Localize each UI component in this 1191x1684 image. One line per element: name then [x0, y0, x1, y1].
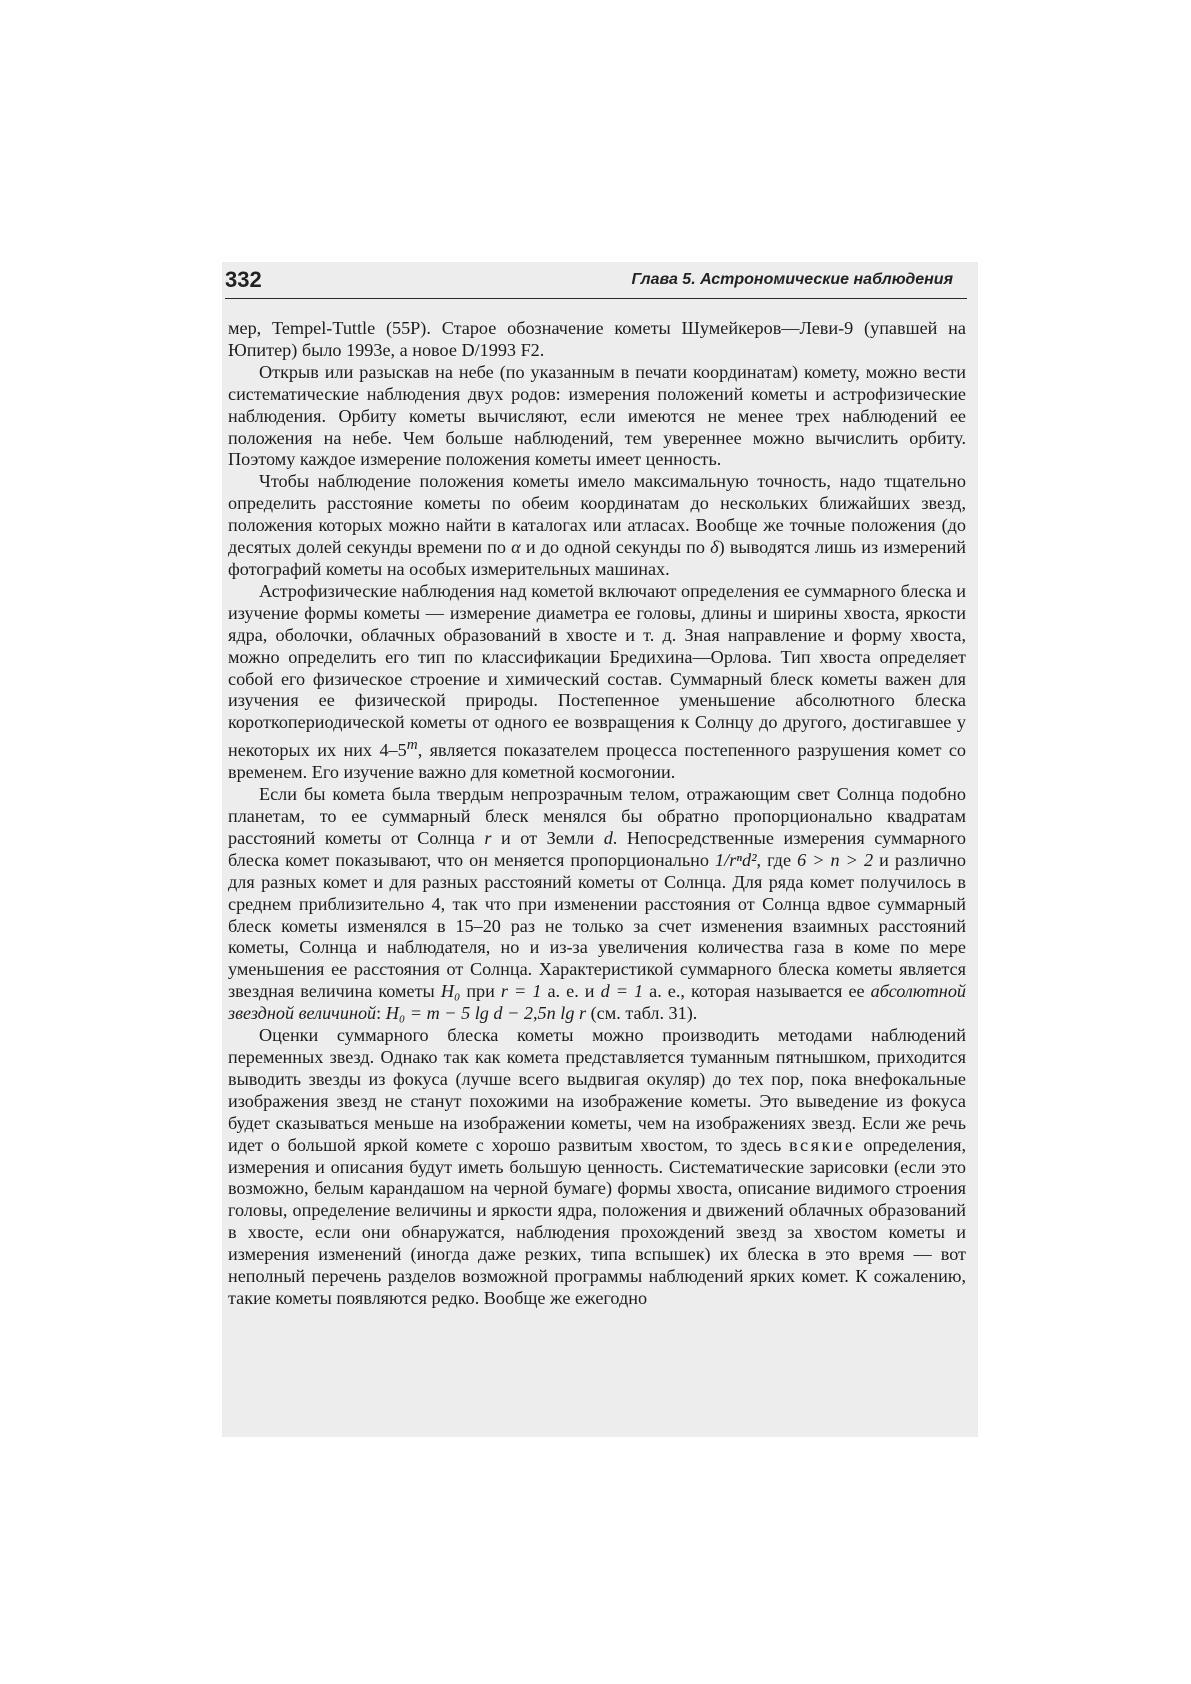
paragraph-6	[228, 1025, 966, 1310]
paragraph-4	[228, 581, 966, 784]
text-run: и от Земли	[491, 827, 604, 848]
paragraph-5	[228, 784, 966, 1025]
text-run: Если бы комета была твердым непрозрачным телом, отражающим свет Солнца подобно планетам, то ее суммарный блеск менялся бы обратно пропорционально квадратам расстояний кометы от Солнца	[228, 784, 966, 848]
superscript-m: m	[406, 736, 418, 754]
text-run: (см. табл. 31).	[586, 1003, 698, 1024]
page-number: 332	[225, 267, 262, 292]
text-run: и до одной секунды по	[520, 537, 711, 558]
text-run: ) выводятся лишь из измерений фотографий кометы на особых измерительных машинах.	[228, 537, 966, 579]
paragraph-3	[228, 471, 966, 581]
text-run: . Непосредственные измерения суммарного блеска комет показывают, что он меняется пропорционально	[228, 827, 966, 870]
text-run: Астрофизические наблюдения над кометой включают определения ее суммарного блеска и изучение формы кометы — измерение диаметра ее головы, длины и ширины хвоста, яркости ядра, оболочки, облачных образований в хвосте и т. д. Зная направление и форму хвоста, можно определить его тип по классификации Бредихина—Орлова. Тип хвоста определяет собой его физическое строение и химический состав. Суммарный блеск кометы важен для изучения ее физической природы. Постепенное уменьшение абсолютного блеска короткопериодической кометы от одного ее возвращения к Солнцу до другого, достигавшее у некоторых их них 4–5	[228, 580, 966, 761]
text-run: Чтобы наблюдение положения кометы имело максимальную точность, надо тщательно определить расстояние кометы по обеим координатам до нескольких ближайших звезд, положения которых можно найти в каталогах или атласах. Вообще же точные положения (до десятых долей секунды времени по	[228, 471, 966, 558]
math-delta: δ	[710, 537, 719, 558]
text-run: , где	[756, 849, 798, 870]
formula-brightness-law: 1/rⁿd²	[715, 849, 757, 870]
body-text	[228, 318, 966, 1310]
paragraph-1: мер, Tempel-Tuttle (55P). Старое обозначение кометы Шумейкеров—Леви-9 (упавшей на Юпитер) было 1993е, а новое D/1993 F2.	[228, 318, 966, 360]
math-h0: H₀	[440, 981, 461, 1002]
text-run: , является показателем процесса постепенного разрушения комет со временем. Его изучение важно для кометной космогонии.	[228, 740, 967, 783]
paragraph-2: Открыв или разыскав на небе (по указанным в печати координатам) комету, можно вести систематические наблюдения двух родов: измерения положений кометы и астрофизические наблюдения. Орбиту кометы вычисляют, если имеются не менее трех наблюдений ее положения на небе. Чем больше наблюдений, тем увереннее можно вычислить орбиту. Поэтому каждое измерение положения кометы имеет ценность.	[228, 361, 966, 470]
formula-n-range: 6 > n > 2	[797, 849, 874, 870]
text-run: Оценки суммарного блеска кометы можно производить методами наблюдений переменных звезд. Однако так как комета представляется туманным пятнышком, приходится выводить звезды из фокуса (лучше всего выдвигая окуляр) до тех пор, пока внефокальные изображения звезд не станут похожими на изображение кометы. Это выведение из фокуса будет сказываться меньше на изображении кометы, чем на изображениях звезд. Если же речь идет о большой яркой комете с хорошо развитым хвостом, то здесь	[228, 1025, 966, 1155]
term-absolute-magnitude: абсолютной звездной величиной	[228, 981, 967, 1024]
formula-r-equals-1: r = 1	[500, 981, 542, 1002]
spaced-emphasis: всякие	[789, 1134, 856, 1155]
running-title: Глава 5. Астрономические наблюдения	[631, 271, 953, 288]
text-run: определения, измерения и описания будут иметь большую ценность. Систематические зарисовки (если это возможно, белым карандашом на черной бумаге) формы хвоста, описание видимого строения головы, определение величины и яркости ядра, положения и движений облачных образований в хвосте, если они обнаружатся, наблюдения прохождений звезд за хвостом кометы и измерения изменений (иногда даже резких, типа вспышек) их блеска в это время — вот неполный перечень разделов возможной программы наблюдений ярких комет. К сожалению, такие кометы появляются редко. Вообще же ежегодно	[228, 1134, 966, 1308]
formula-d-equals-1: d = 1	[600, 981, 644, 1002]
page-header	[225, 264, 967, 299]
text-run: а. е., которая называется ее	[643, 981, 871, 1002]
text-run: :	[376, 1003, 386, 1024]
text-run: и различно для разных комет и для разных расстояний кометы от Солнца. Для ряда комет получилось в среднем приблизительно 4, так что при изменении расстояния от Солнца вдвое суммарный блеск кометы изменялся в 15–20 раз не только за счет изменения взаимных расстояний кометы, Солнца и наблюдателя, но и из-за увеличения количества газа в коме по мере уменьшения ее расстояния от Солнца. Характеристикой суммарного блеска кометы является звездная величина кометы	[228, 849, 967, 1002]
math-r: r	[484, 827, 492, 848]
formula-absolute-magnitude: H₀ = m − 5 lg d − 2,5n lg r	[385, 1003, 587, 1024]
text-run: при	[460, 981, 501, 1002]
math-alpha: α	[511, 537, 521, 558]
text-run: а. е. и	[541, 981, 601, 1002]
math-d: d	[603, 827, 613, 848]
